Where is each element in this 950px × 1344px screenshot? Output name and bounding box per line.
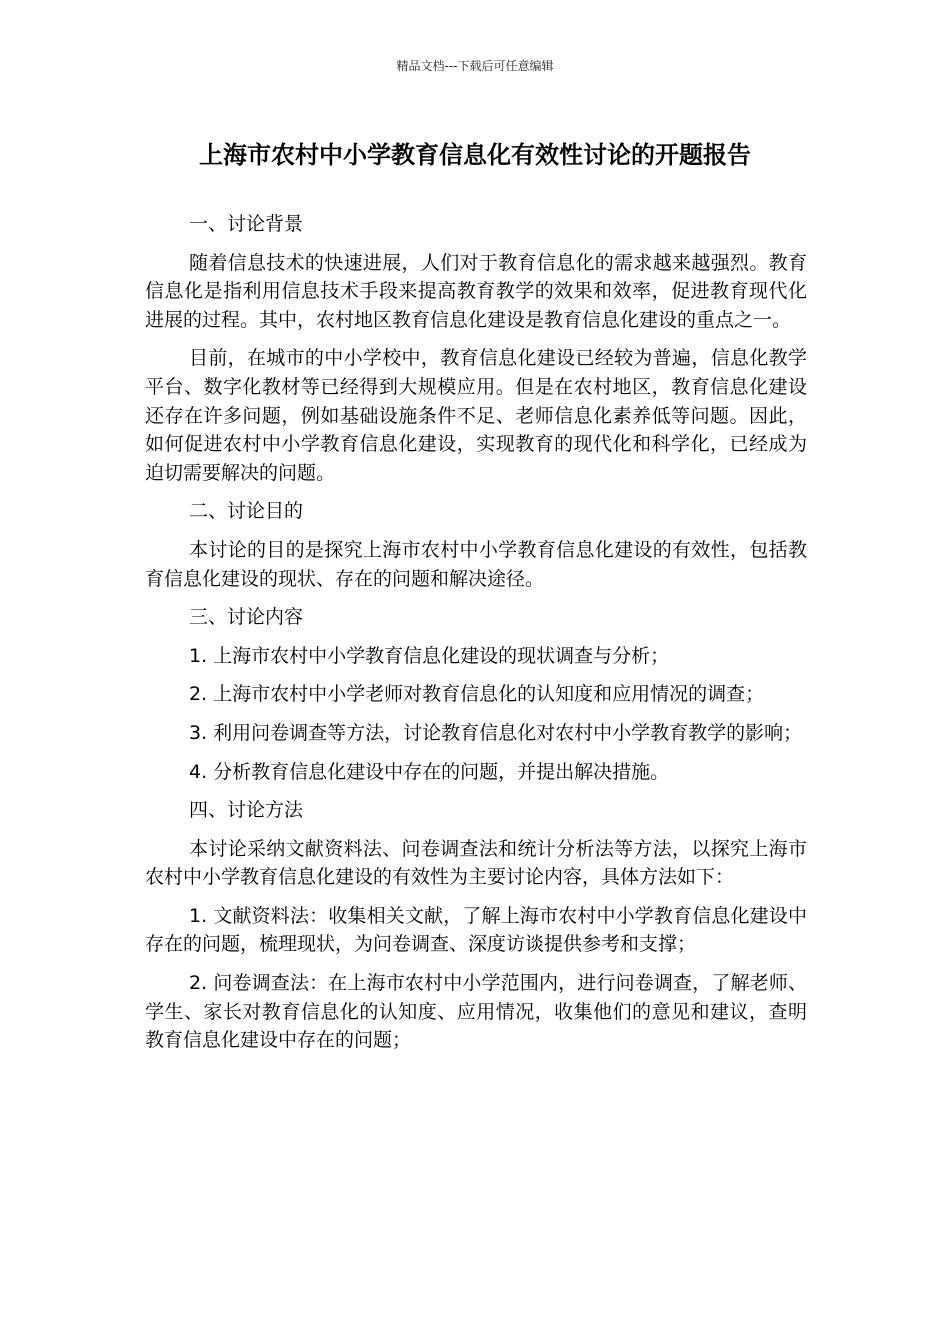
list-item-method-1: 1. 文献资料法：收集相关文献，了解上海市农村中小学教育信息化建设中存在的问题，梳理现状，为问卷调查、深度访谈提供参考和支撑；: [145, 904, 807, 956]
section-heading-purpose: 二、讨论目的: [189, 500, 304, 523]
paragraph-purpose: 本讨论的目的是探究上海市农村中小学教育信息化建设的有效性，包括教育信息化建设的现状、存在的问题和解决途径。: [145, 538, 807, 590]
section-heading-background: 一、讨论背景: [189, 213, 304, 235]
paragraph-background-1: 随着信息技术的快速进展，人们对于教育信息化的需求越来越强烈。教育信息化是指利用信息技术手段来提高教育教学的效果和效率，促进教育现代化进展的过程。其中，农村地区教育信息化建设是教育信息化建设的重点之一。: [145, 251, 807, 331]
document-body: [145, 210, 807, 1065]
list-item-method-2: 2. 问卷调查法：在上海市农村中小学范围内，进行问卷调查，了解老师、学生、家长对教育信息化的认知度、应用情况，收集他们的意见和建议，查明教育信息化建设中存在的问题；: [145, 972, 807, 1052]
header-note: 精品文档---下载后可任意编辑: [396, 59, 554, 73]
paragraph-method: 本讨论采纳文献资料法、问卷调查法和统计分析法等方法，以探究上海市农村中小学教育信息化建设的有效性为主要讨论内容，具体方法如下：: [145, 837, 807, 889]
list-item-content-2: 2. 上海市农村中小学老师对教育信息化的认知度和应用情况的调查；: [189, 683, 765, 706]
paragraph-background-2: 目前，在城市的中小学校中，教育信息化建设已经较为普遍，信息化教学平台、数字化教材等已经得到大规模应用。但是在农村地区，教育信息化建设还存在许多问题，例如基础设施条件不足、老师信息化素养低等问题。因此，如何促进农村中小学教育信息化建设，实现教育的现代化和科学化，已经成为迫切需要解决的问题。: [145, 347, 807, 484]
section-heading-method: 四、讨论方法: [189, 799, 304, 822]
document-title: 上海市农村中小学教育信息化有效性讨论的开题报告: [199, 141, 751, 169]
section-heading-content: 三、讨论内容: [189, 606, 304, 629]
list-item-content-3: 3. 利用问卷调查等方法，讨论教育信息化对农村中小学教育教学的影响；: [189, 721, 803, 744]
list-item-content-1: 1. 上海市农村中小学教育信息化建设的现状调查与分析；: [189, 644, 670, 667]
list-item-content-4: 4. 分析教育信息化建设中存在的问题，并提出解决措施。: [189, 760, 670, 783]
